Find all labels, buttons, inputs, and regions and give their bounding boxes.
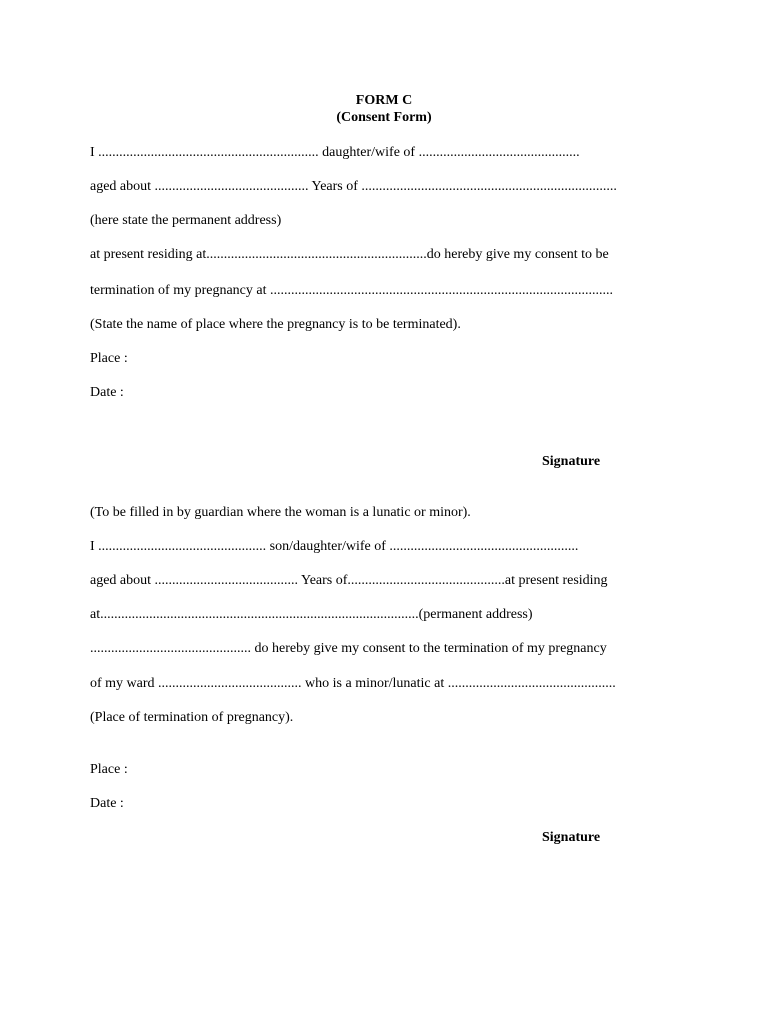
date-field: Date : [90, 385, 124, 400]
termination-place-note-line: (Place of termination of pregnancy). [90, 710, 294, 725]
guardian-address-line: at...........................................................................................(permanent address) [90, 607, 533, 622]
termination-place-line: termination of my pregnancy at .................................................................................................. [90, 283, 613, 298]
ward-line: of my ward ......................................... who is a minor/lunatic at ................................................ [90, 676, 616, 691]
guardian-note-line: (To be filled in by guardian where the woman is a lunatic or minor). [90, 505, 471, 520]
form-subtitle: (Consent Form) [336, 110, 432, 125]
guardian-signature-label: Signature [542, 830, 601, 845]
guardian-name-line: I ................................................ son/daughter/wife of ...................................................... [90, 539, 579, 554]
guardian-age-line: aged about ......................................... Years of.............................................at present residing [90, 573, 608, 588]
place-field: Place : [90, 351, 128, 366]
residence-line: at present residing at...............................................................do hereby give my consent to be [90, 247, 609, 262]
age-line: aged about ............................................ Years of ......................................................................... [90, 179, 617, 194]
guardian-place-field: Place : [90, 762, 128, 777]
guardian-date-field: Date : [90, 796, 124, 811]
signature-label: Signature [542, 454, 601, 469]
address-note-line: (here state the permanent address) [90, 213, 282, 228]
form-title: FORM C [355, 93, 413, 108]
place-note-line: (State the name of place where the pregnancy is to be terminated). [90, 317, 461, 332]
guardian-consent-line: .............................................. do hereby give my consent to the termination of my pregnancy [90, 641, 607, 656]
name-line: I ............................................................... daughter/wife of .............................................. [90, 145, 580, 160]
